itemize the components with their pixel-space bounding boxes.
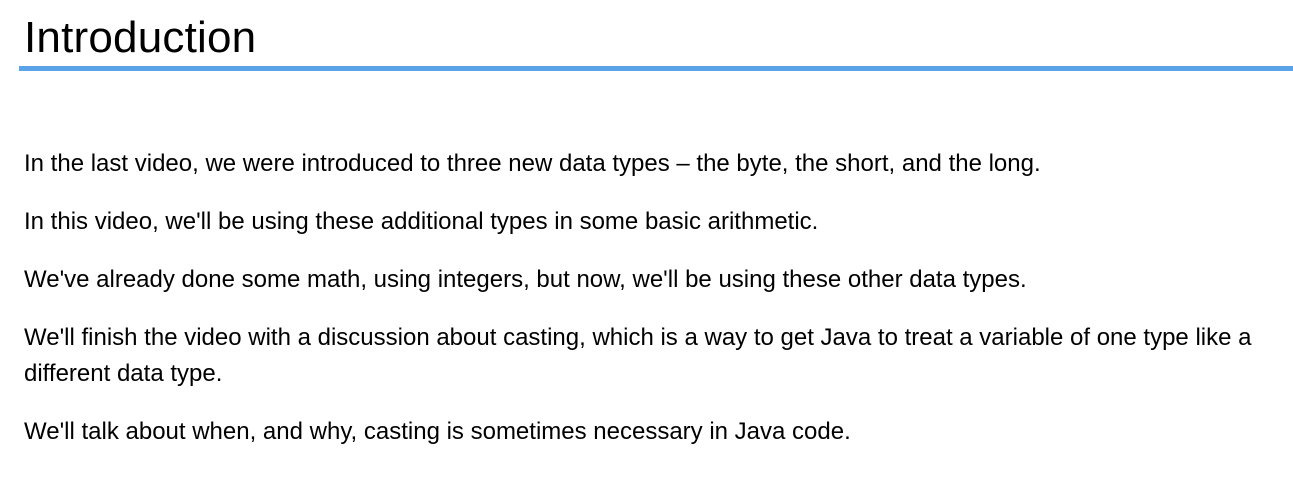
paragraph: In the last video, we were introduced to three new data types – the byte, the short, and the long.	[24, 150, 1041, 177]
title-underline	[19, 66, 1293, 71]
paragraph: In this video, we'll be using these additional types in some basic arithmetic.	[24, 208, 819, 235]
body-text	[24, 146, 1284, 472]
paragraph: We've already done some math, using integers, but now, we'll be using these other data types.	[24, 266, 1027, 293]
paragraph: We'll talk about when, and why, casting is sometimes necessary in Java code.	[24, 418, 851, 445]
paragraph: We'll finish the video with a discussion about casting, which is a way to get Java to treat a variable of one type like a different data type.	[24, 324, 1252, 387]
page-title: Introduction	[24, 13, 257, 62]
